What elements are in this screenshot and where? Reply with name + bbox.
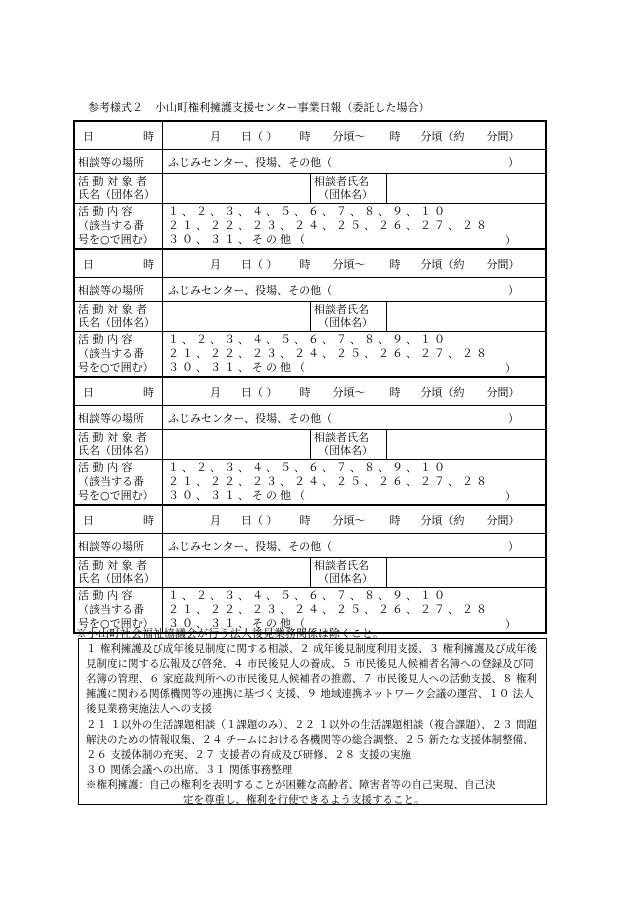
- consultant-label: 相談者氏名 （団体名）: [311, 430, 387, 459]
- activity-legend-box: [78, 638, 547, 805]
- report-entry-2: [75, 248, 545, 376]
- consultant-name-field[interactable]: [387, 558, 545, 587]
- place-value[interactable]: ふじみセンター、役場、その他（ ）: [168, 539, 519, 553]
- target-row: [75, 301, 545, 331]
- consultant-label: 相談者氏名 （団体名）: [311, 558, 387, 587]
- activity-label: 活 動 内 容 （該当する番 号を○で囲む）: [75, 332, 163, 376]
- activity-options[interactable]: １、２、３、４、５、６、７、８、９、１０ ２１、２２、２３、２４、２５、２６、２７、２８ ３０、３１、その他（ ）: [168, 205, 519, 247]
- date-row: [75, 378, 545, 405]
- activity-row: [75, 203, 545, 248]
- target-name-field[interactable]: [163, 430, 311, 459]
- target-label: 活 動 対 象 者 氏名（団体名）: [75, 302, 163, 331]
- legend-paragraph-1: １ 権利擁護及び成年後見制度に関する相談、２ 成年後見制度利用支援、３ 権利擁護及び成年後見制度に関する広報及び啓発、４ 市民後見人の養成、５ 市民後見人候補者名簿への登録及び同名簿の管理、６ 家庭裁判所への市民後見人候補者の推薦、７ 市民後見人への活動支援、８ 権利擁護に関わる関係機関等の連携に基づく支援、９ 地域連携ネットワーク会議の運営、１０ 法人後見業務実施法人への支援: [86, 643, 538, 715]
- target-row: [75, 173, 545, 203]
- consultant-name-field[interactable]: [387, 430, 545, 459]
- place-label: 相談等の場所: [75, 406, 163, 429]
- target-row: [75, 557, 545, 587]
- date-row: [75, 250, 545, 277]
- place-value[interactable]: ふじみセンター、役場、その他（ ）: [168, 411, 519, 425]
- place-row: [75, 533, 545, 557]
- report-entry-3: [75, 376, 545, 504]
- date-label: 日 時: [75, 378, 163, 405]
- place-label: 相談等の場所: [75, 278, 163, 301]
- form-name: 小山町権利擁護支援センター事業日報（委託した場合）: [155, 101, 430, 114]
- consultant-name-field[interactable]: [387, 174, 545, 203]
- target-name-field[interactable]: [163, 302, 311, 331]
- consultant-name-field[interactable]: [387, 302, 545, 331]
- consultant-label: 相談者氏名 （団体名）: [311, 302, 387, 331]
- legend-paragraph-2: ２１ １以外の生活課題相談（１課題のみ）、２２ １以外の生活課題相談（複合課題）、２３ 問題解決のための情報収集、２４ チームにおける各機関等の総合調整、２５ 新たな支援体制整備、２６ 支援体制の充実、２７ 支援者の育成及び研修、２８ 支援の実施: [86, 719, 538, 761]
- activity-label: 活 動 内 容 （該当する番 号を○で囲む）: [75, 460, 163, 504]
- form-title: [88, 99, 430, 115]
- target-name-field[interactable]: [163, 174, 311, 203]
- legend-definition-cont: 定を尊重し、権利を行使できるよう支援すること。: [183, 794, 425, 806]
- date-row: [75, 506, 545, 533]
- report-entry-4: [75, 504, 545, 632]
- date-value[interactable]: 月 日 （ ） 時 分頃～ 時 分頃（約 分間）: [210, 513, 520, 527]
- consultant-label: 相談者氏名 （団体名）: [311, 174, 387, 203]
- place-row: [75, 277, 545, 301]
- date-value[interactable]: 月 日 （ ） 時 分頃～ 時 分頃（約 分間）: [210, 385, 520, 399]
- place-row: [75, 405, 545, 429]
- place-label: 相談等の場所: [75, 150, 163, 173]
- legend-paragraph-3: ３０ 関係会議への出席、３１ 関係事務整理: [86, 764, 293, 776]
- report-entry-1: [75, 122, 545, 248]
- date-label: 日 時: [75, 122, 163, 149]
- activity-options[interactable]: １、２、３、４、５、６、７、８、９、１０ ２１、２２、２３、２４、２５、２６、２７、２８ ３０、３１、その他（ ）: [168, 461, 519, 503]
- form-number: 参考様式２: [88, 101, 143, 114]
- activity-options[interactable]: １、２、３、４、５、６、７、８、９、１０ ２１、２２、２３、２４、２５、２６、２７、２８ ３０、３１、その他（ ）: [168, 333, 519, 375]
- exclusion-note: ※小山町社会福祉協議会が行う法人後見業務関係は除くこと。: [76, 627, 384, 640]
- target-name-field[interactable]: [163, 558, 311, 587]
- place-value[interactable]: ふじみセンター、役場、その他（ ）: [168, 283, 519, 297]
- place-label: 相談等の場所: [75, 534, 163, 557]
- date-label: 日 時: [75, 506, 163, 533]
- activity-options[interactable]: １、２、３、４、５、６、７、８、９、１０ ２１、２２、２３、２４、２５、２６、２７、２８ ３０、３１、その他（ ）: [168, 589, 519, 631]
- place-row: [75, 149, 545, 173]
- activity-row: [75, 331, 545, 376]
- legend-definition: ※権利擁護：自己の権利を表明することが困難な高齢者、障害者等の自己実現、自己決: [86, 779, 496, 791]
- activity-row: [75, 459, 545, 504]
- activity-label: 活 動 内 容 （該当する番 号を○で囲む）: [75, 588, 163, 632]
- activity-label: 活 動 内 容 （該当する番 号を○で囲む）: [75, 204, 163, 248]
- target-label: 活 動 対 象 者 氏名（団体名）: [75, 558, 163, 587]
- target-row: [75, 429, 545, 459]
- place-value[interactable]: ふじみセンター、役場、その他（ ）: [168, 155, 519, 169]
- date-row: [75, 122, 545, 149]
- date-value[interactable]: 月 日 （ ） 時 分頃～ 時 分頃（約 分間）: [210, 129, 520, 143]
- date-value[interactable]: 月 日 （ ） 時 分頃～ 時 分頃（約 分間）: [210, 257, 520, 271]
- daily-report-table: [73, 120, 547, 634]
- target-label: 活 動 対 象 者 氏名（団体名）: [75, 174, 163, 203]
- target-label: 活 動 対 象 者 氏名（団体名）: [75, 430, 163, 459]
- date-label: 日 時: [75, 250, 163, 277]
